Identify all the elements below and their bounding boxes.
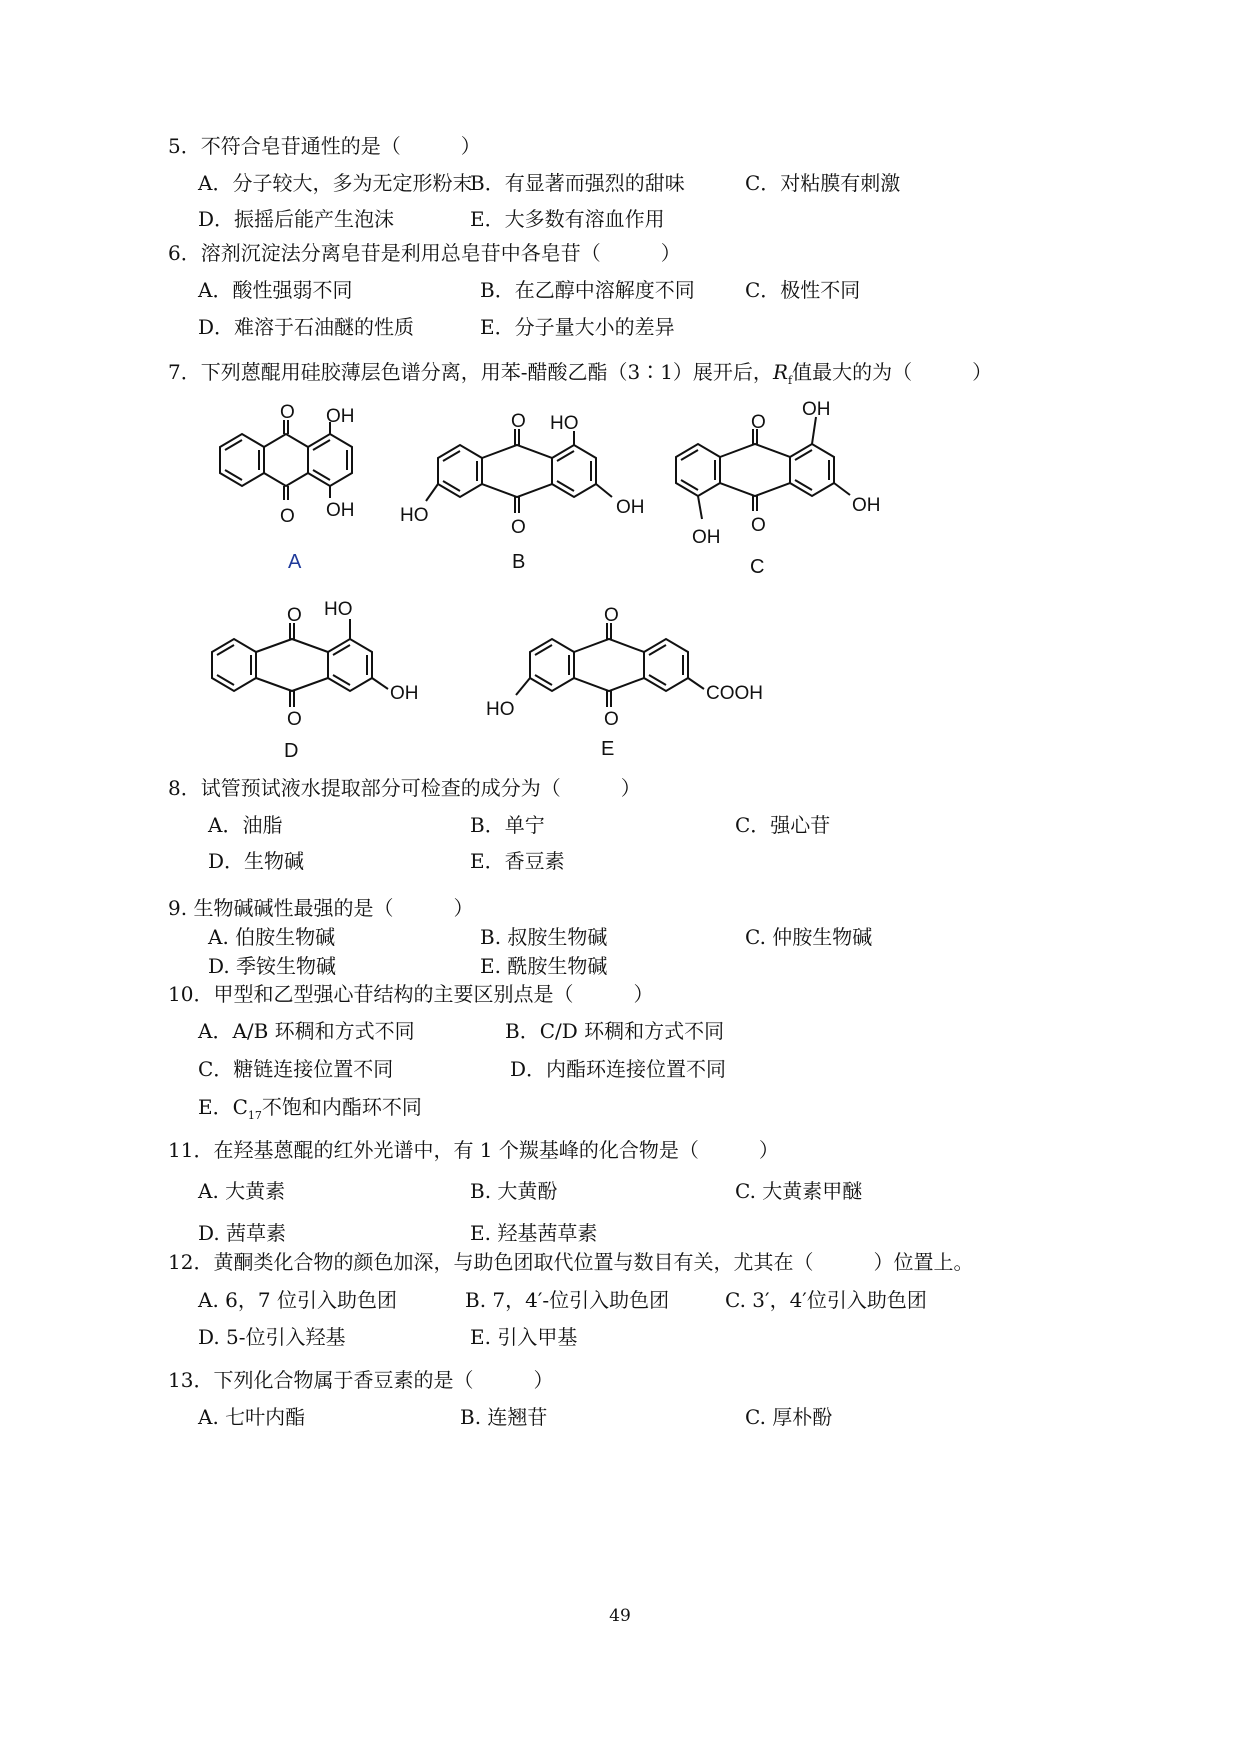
q10-e-text: 不饱和内酯环不同 bbox=[261, 1095, 422, 1119]
q8-option-c: C．强心苷 bbox=[735, 813, 831, 837]
q6-option-a: A．酸性强弱不同 bbox=[198, 278, 353, 302]
a-o-top: O bbox=[280, 402, 295, 423]
q10-stem: 10．甲型和乙型强心苷结构的主要区别点是（ ） bbox=[168, 982, 654, 1006]
q5-option-b: B．有显著而强烈的甜味 bbox=[470, 171, 685, 195]
c-oh-bottom: OH bbox=[692, 527, 721, 548]
d-o-top: O bbox=[287, 605, 302, 626]
a-oh-bottom: OH bbox=[326, 500, 355, 521]
q10-e-subscript: 17 bbox=[247, 1109, 262, 1122]
q6-option-b: B．在乙醇中溶解度不同 bbox=[480, 278, 695, 302]
q11-option-a: A. 大黄素 bbox=[198, 1179, 286, 1203]
q5-option-e: E．大多数有溶血作用 bbox=[470, 207, 665, 231]
structure-d-label: D bbox=[284, 740, 299, 762]
structure-e-label: E bbox=[601, 738, 615, 760]
q9-stem: 9. 生物碱碱性最强的是（ ） bbox=[168, 896, 474, 920]
q10-option-a: A．A/B 环稠和方式不同 bbox=[198, 1019, 415, 1043]
q13-option-a: A. 七叶内酯 bbox=[198, 1405, 306, 1429]
b-ho-left: HO bbox=[400, 505, 429, 526]
c-o-bottom: O bbox=[751, 515, 766, 536]
q11-option-b: B. 大黄酚 bbox=[470, 1179, 558, 1203]
structure-d bbox=[200, 595, 430, 735]
q8-option-e: E．香豆素 bbox=[470, 849, 565, 873]
q12-option-a: A. 6，7 位引入助色团 bbox=[198, 1288, 397, 1312]
q6-stem: 6．溶剂沉淀法分离皂苷是利用总皂苷中各皂苷（ ） bbox=[168, 241, 681, 265]
q7-stem-text: 7．下列蒽醌用硅胶薄层色谱分离，用苯-醋酸乙酯（3∶1）展开后， bbox=[168, 360, 773, 384]
c-oh-right: OH bbox=[852, 495, 881, 516]
q7-stem bbox=[168, 359, 992, 394]
b-o-top: O bbox=[511, 411, 526, 432]
q6-option-c: C．极性不同 bbox=[745, 278, 861, 302]
q10-option-c: C．糖链连接位置不同 bbox=[198, 1057, 394, 1081]
q11-option-d: D. 茜草素 bbox=[198, 1221, 287, 1245]
q10-option-e bbox=[198, 1094, 422, 1129]
q9-option-a: A. 伯胺生物碱 bbox=[208, 925, 336, 949]
q13-stem: 13．下列化合物属于香豆素的是（ ） bbox=[168, 1368, 554, 1392]
q5-option-c: C．对粘膜有刺激 bbox=[745, 171, 901, 195]
q8-option-b: B．单宁 bbox=[470, 813, 545, 837]
page-number: 49 bbox=[609, 1606, 631, 1626]
q7-stem-tail: 值最大的为（ ） bbox=[792, 360, 993, 384]
structure-b-label: B bbox=[512, 551, 526, 573]
c-o-top: O bbox=[751, 412, 766, 433]
q6-option-d: D．难溶于石油醚的性质 bbox=[198, 315, 415, 339]
q11-option-e: E. 羟基茜草素 bbox=[470, 1221, 598, 1245]
rf-subscript: f bbox=[788, 374, 793, 387]
q9-option-e: E. 酰胺生物碱 bbox=[480, 954, 608, 978]
e-o-top: O bbox=[604, 605, 619, 626]
q8-option-a: A．油脂 bbox=[208, 813, 283, 837]
q9-option-c: C. 仲胺生物碱 bbox=[745, 925, 873, 949]
structure-e bbox=[480, 595, 770, 735]
structure-c bbox=[670, 395, 900, 555]
q6-option-e: E．分子量大小的差异 bbox=[480, 315, 675, 339]
rf-symbol: R bbox=[772, 360, 788, 384]
e-cooh: COOH bbox=[706, 683, 763, 704]
structure-a-label: A bbox=[288, 551, 302, 573]
q13-option-b: B. 连翘苷 bbox=[460, 1405, 548, 1429]
q12-option-d: D. 5-位引入羟基 bbox=[198, 1325, 346, 1349]
q9-option-b: B. 叔胺生物碱 bbox=[480, 925, 608, 949]
structure-b bbox=[400, 405, 660, 545]
q11-option-c: C. 大黄素甲醚 bbox=[735, 1179, 863, 1203]
d-ho-top: HO bbox=[324, 599, 353, 620]
d-oh-right: OH bbox=[390, 683, 419, 704]
q5-stem: 5．不符合皂苷通性的是（ ） bbox=[168, 134, 481, 158]
a-oh-top: OH bbox=[326, 406, 355, 427]
structure-c-label: C bbox=[750, 556, 765, 578]
q12-option-b: B. 7，4′-位引入助色团 bbox=[465, 1288, 670, 1312]
structure-a bbox=[200, 400, 390, 540]
q10-option-d: D．内酯环连接位置不同 bbox=[510, 1057, 727, 1081]
b-ho-top: HO bbox=[550, 413, 579, 434]
q8-stem: 8．试管预试液水提取部分可检查的成分为（ ） bbox=[168, 776, 641, 800]
q13-option-c: C. 厚朴酚 bbox=[745, 1405, 833, 1429]
q8-option-d: D．生物碱 bbox=[208, 849, 305, 873]
q5-option-d: D．振摇后能产生泡沫 bbox=[198, 207, 395, 231]
q9-option-d: D. 季铵生物碱 bbox=[208, 954, 337, 978]
q11-stem: 11．在羟基蒽醌的红外光谱中，有 1 个羰基峰的化合物是（ ） bbox=[168, 1138, 779, 1162]
q10-e-prefix: E．C bbox=[198, 1095, 248, 1119]
e-ho-left: HO bbox=[486, 699, 515, 720]
q12-option-e: E. 引入甲基 bbox=[470, 1325, 578, 1349]
c-oh-top: OH bbox=[802, 399, 831, 420]
d-o-bottom: O bbox=[287, 709, 302, 730]
e-o-bottom: O bbox=[604, 709, 619, 730]
a-o-bottom: O bbox=[280, 506, 295, 527]
q12-option-c: C. 3′，4′位引入助色团 bbox=[725, 1288, 927, 1312]
b-oh-right: OH bbox=[616, 497, 645, 518]
q12-stem: 12．黄酮类化合物的颜色加深，与助色团取代位置与数目有关，尤其在（ ）位置上。 bbox=[168, 1250, 974, 1274]
q5-option-a: A．分子较大，多为无定形粉末 bbox=[198, 171, 473, 195]
b-o-bottom: O bbox=[511, 517, 526, 538]
q10-option-b: B．C/D 环稠和方式不同 bbox=[505, 1019, 725, 1043]
